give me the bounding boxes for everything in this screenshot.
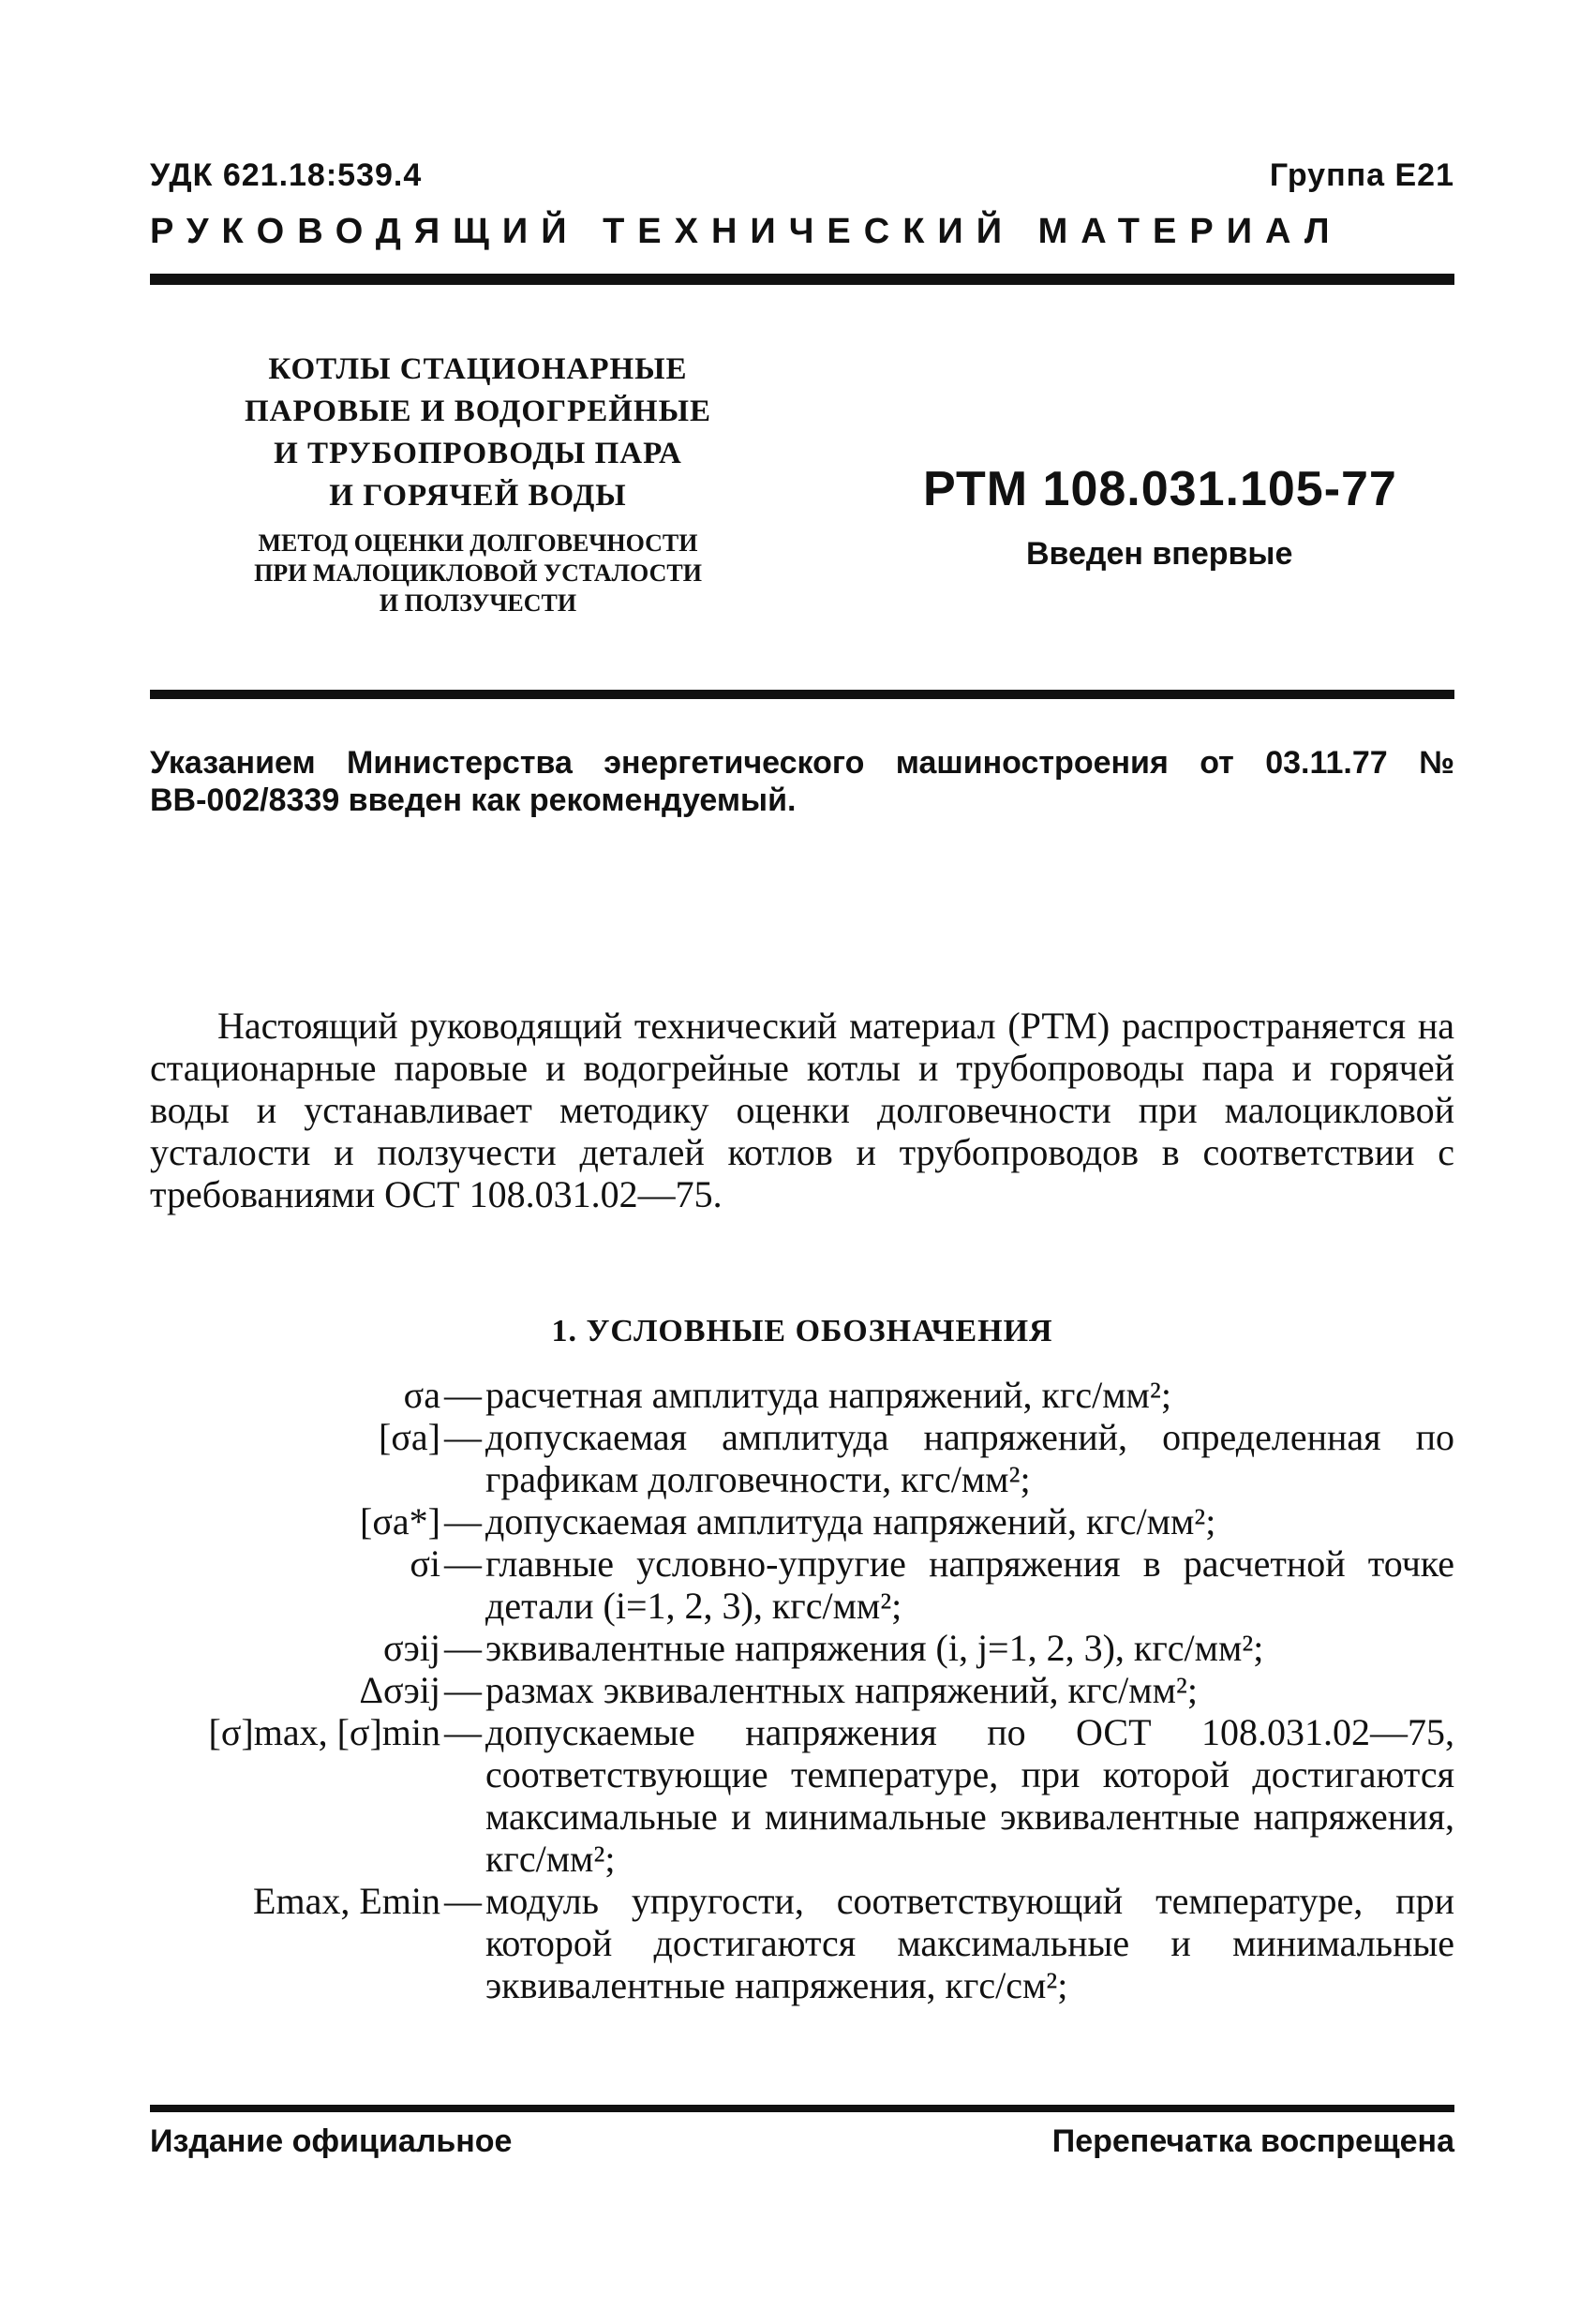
definitions-list — [150, 1374, 1454, 2006]
title-line: И ТРУБОПРОВОДЫ ПАРА — [274, 437, 682, 470]
title-line: КОТЛЫ СТАЦИОНАРНЫЕ — [268, 352, 688, 386]
title-block — [197, 349, 759, 618]
edition-note: Издание официальное — [150, 2123, 513, 2159]
decree-text: Указанием Министерства энергетического машиностроения от 03.11.77 № ВВ-002/8339 введен как рекомендуемый. — [150, 745, 1454, 818]
subtitle-line: И ПОЛЗУЧЕСТИ — [379, 589, 577, 617]
definition-item — [150, 1880, 1454, 2006]
document-series: РУКОВОДЯЩИЙ ТЕХНИЧЕСКИЙ МАТЕРИАЛ — [150, 212, 1343, 251]
group-code: Группа E21 — [1269, 157, 1454, 193]
definition-text: эквивалентные напряжения (i, j=1, 2, 3), кгс/мм²; — [485, 1627, 1264, 1669]
footer-rule — [150, 2105, 1454, 2112]
definition-symbol: σa — [403, 1374, 440, 1416]
definition-text: главные условно-упругие напряжения в расчетной точке детали (i=1, 2, 3), кгс/мм²; — [485, 1542, 1454, 1627]
definition-dash: — — [444, 1627, 482, 1669]
definition-item — [150, 1416, 1454, 1500]
definition-text: модуль упругости, соответствующий температуре, при которой достигаются максимальные и минимальные эквивалентные напряжения, кгс/см²; — [485, 1880, 1454, 2006]
intro-paragraph: Настоящий руководящий технический материал (РТМ) распространяется на стационарные паровые и водогрейные котлы и трубопроводы пара и горячей воды и устанавливает методику оценки долговечности при малоцикловой усталости и ползучести деталей котлов и трубопроводов в соответствии с требованиями ОСТ 108.031.02—75. — [150, 1005, 1454, 1215]
definition-dash: — — [444, 1542, 482, 1585]
definition-item — [150, 1500, 1454, 1542]
title-line: ПАРОВЫЕ И ВОДОГРЕЙНЫЕ — [244, 395, 712, 428]
definition-symbol: Emax, Emin — [253, 1880, 440, 1922]
section-title: 1. УСЛОВНЫЕ ОБОЗНАЧЕНИЯ — [551, 1314, 1053, 1348]
definition-text: размах эквивалентных напряжений, кгс/мм²; — [485, 1669, 1198, 1711]
definition-dash: — — [444, 1669, 482, 1711]
definition-symbol: [σ]max, [σ]min — [208, 1711, 440, 1753]
definition-dash: — — [444, 1416, 482, 1458]
subtitle-line: МЕТОД ОЦЕНКИ ДОЛГОВЕЧНОСТИ — [258, 529, 698, 557]
title-rule — [150, 690, 1454, 699]
definition-text: допускаемые напряжения по ОСТ 108.031.02—75, соответствующие температуре, при которой достигаются максимальные и минимальные эквивалентные напряжения, кгс/мм²; — [485, 1711, 1454, 1880]
definition-dash: — — [444, 1711, 482, 1753]
definition-symbol: [σa*] — [360, 1500, 440, 1542]
document-code: РТМ 108.031.105-77 — [923, 462, 1397, 516]
definition-item — [150, 1711, 1454, 1880]
definition-dash: — — [444, 1500, 482, 1542]
definition-item — [150, 1627, 1454, 1669]
definition-symbol: σэij — [383, 1627, 440, 1669]
definition-item — [150, 1669, 1454, 1711]
definition-symbol: [σa] — [379, 1416, 440, 1458]
definition-symbol: σi — [410, 1542, 440, 1585]
introduced-note: Введен впервые — [1026, 536, 1293, 572]
header-rule — [150, 274, 1454, 285]
definition-text: допускаемая амплитуда напряжений, кгс/мм²; — [485, 1500, 1216, 1542]
definition-item — [150, 1374, 1454, 1416]
title-line: И ГОРЯЧЕЙ ВОДЫ — [329, 479, 627, 513]
subtitle-line: ПРИ МАЛОЦИКЛОВОЙ УСТАЛОСТИ — [254, 559, 702, 587]
definition-symbol: Δσэij — [359, 1669, 440, 1711]
definition-dash: — — [444, 1880, 482, 1922]
definition-dash: — — [444, 1374, 482, 1416]
definition-item — [150, 1542, 1454, 1627]
udk-code: УДК 621.18:539.4 — [150, 157, 423, 193]
definition-text: расчетная амплитуда напряжений, кгс/мм²; — [485, 1374, 1171, 1416]
subtitle — [197, 529, 759, 618]
reprint-note: Перепечатка воспрещена — [1051, 2123, 1454, 2159]
definition-text: допускаемая амплитуда напряжений, определенная по графикам долговечности, кгс/мм²; — [485, 1416, 1454, 1500]
